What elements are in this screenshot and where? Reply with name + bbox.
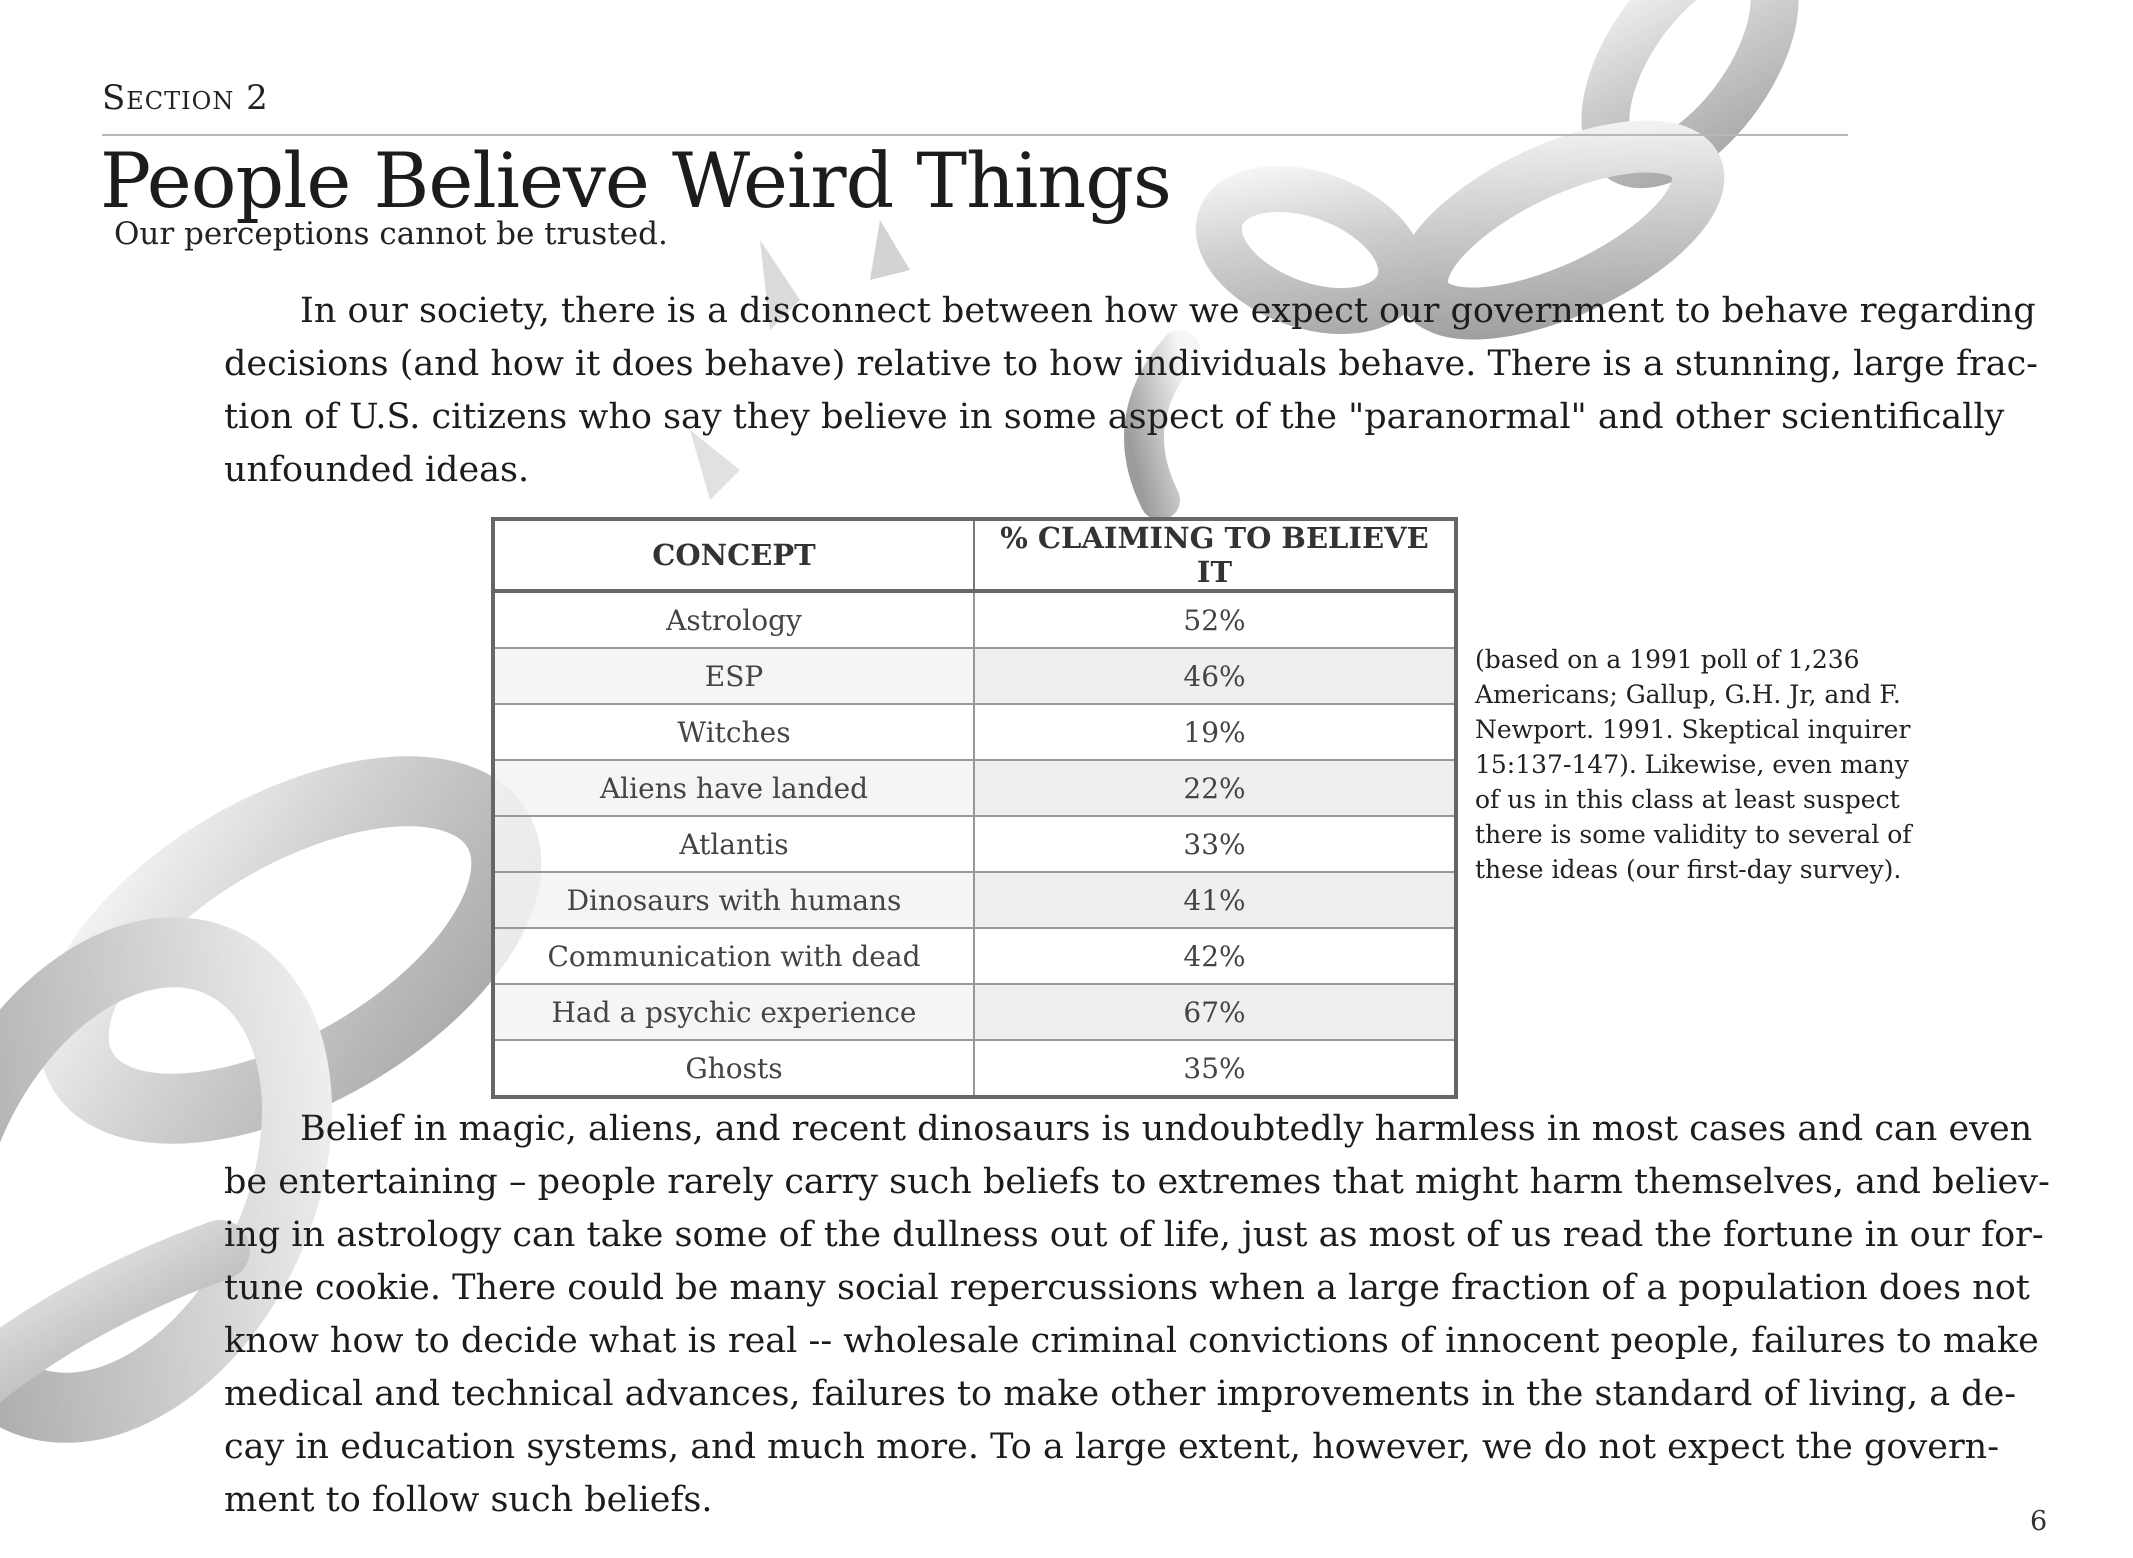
- concept-cell: ESP: [493, 648, 974, 704]
- paragraph-line: tune cookie. There could be many social repercussions when a large fraction of a population does not: [224, 1268, 2030, 1308]
- note-line: (based on a 1991 poll of 1,236: [1475, 645, 1860, 674]
- paragraph-line: cay in education systems, and much more. To a large extent, however, we do not expect the govern-: [224, 1427, 2000, 1467]
- concept-cell: Aliens have landed: [493, 760, 974, 816]
- intro-paragraph: [224, 285, 2039, 497]
- percent-cell: 22%: [974, 760, 1456, 816]
- column-header-concept: CONCEPT: [493, 519, 974, 591]
- percent-cell: 19%: [974, 704, 1456, 760]
- concept-cell: Atlantis: [493, 816, 974, 872]
- table-row: [493, 1040, 1456, 1097]
- paragraph-line: unfounded ideas.: [224, 450, 530, 490]
- concept-cell: Ghosts: [493, 1040, 974, 1097]
- page-number: 6: [2030, 1506, 2048, 1537]
- note-line: 15:137-147). Likewise, even many: [1475, 750, 1909, 779]
- percent-cell: 33%: [974, 816, 1456, 872]
- table-row: [493, 872, 1456, 928]
- column-header-percent: % CLAIMING TO BELIEVE IT: [974, 519, 1456, 591]
- paragraph-line: In our society, there is a disconnect between how we expect our government to behave regarding: [300, 291, 2036, 331]
- note-line: these ideas (our first-day survey).: [1475, 855, 1902, 884]
- page-title: People Believe Weird Things: [100, 136, 1171, 225]
- table-row: [493, 928, 1456, 984]
- percent-cell: 41%: [974, 872, 1456, 928]
- table-row: [493, 984, 1456, 1040]
- paragraph-line: Belief in magic, aliens, and recent dinosaurs is undoubtedly harmless in most cases and can even: [300, 1109, 2033, 1149]
- concept-cell: Communication with dead: [493, 928, 974, 984]
- paragraph-line: know how to decide what is real -- wholesale criminal convictions of innocent people, failures to make: [224, 1321, 2039, 1361]
- table-row: [493, 816, 1456, 872]
- percent-cell: 35%: [974, 1040, 1456, 1097]
- paragraph-line: tion of U.S. citizens who say they believe in some aspect of the "paranormal" and other scientifically: [224, 397, 2005, 437]
- concept-cell: Dinosaurs with humans: [493, 872, 974, 928]
- paragraph-line: ing in astrology can take some of the dullness out of life, just as most of us read the fortune in our for-: [224, 1215, 2044, 1255]
- concept-cell: Had a psychic experience: [493, 984, 974, 1040]
- belief-survey-table: [491, 517, 1458, 1099]
- paragraph-line: ment to follow such beliefs.: [224, 1480, 713, 1520]
- closing-paragraph: [224, 1103, 2050, 1527]
- percent-cell: 52%: [974, 591, 1456, 648]
- table-row: [493, 704, 1456, 760]
- percent-cell: 42%: [974, 928, 1456, 984]
- table-row: [493, 760, 1456, 816]
- paragraph-line: be entertaining – people rarely carry such beliefs to extremes that might harm themselves, and believ-: [224, 1162, 2050, 1202]
- table-row: [493, 648, 1456, 704]
- paragraph-line: medical and technical advances, failures to make other improvements in the standard of living, a de-: [224, 1374, 2017, 1414]
- percent-cell: 46%: [974, 648, 1456, 704]
- note-line: of us in this class at least suspect: [1475, 785, 1900, 814]
- note-line: Newport. 1991. Skeptical inquirer: [1475, 715, 1911, 744]
- concept-cell: Witches: [493, 704, 974, 760]
- percent-cell: 67%: [974, 984, 1456, 1040]
- page-subtitle: Our perceptions cannot be trusted.: [114, 216, 668, 252]
- table-header-row: [493, 519, 1456, 591]
- table-source-note: [1475, 642, 1912, 887]
- paragraph-line: decisions (and how it does behave) relative to how individuals behave. There is a stunning, large frac-: [224, 344, 2039, 384]
- table-row: [493, 591, 1456, 648]
- concept-cell: Astrology: [493, 591, 974, 648]
- note-line: there is some validity to several of: [1475, 820, 1912, 849]
- section-label: Section 2: [102, 78, 269, 118]
- note-line: Americans; Gallup, G.H. Jr, and F.: [1475, 680, 1901, 709]
